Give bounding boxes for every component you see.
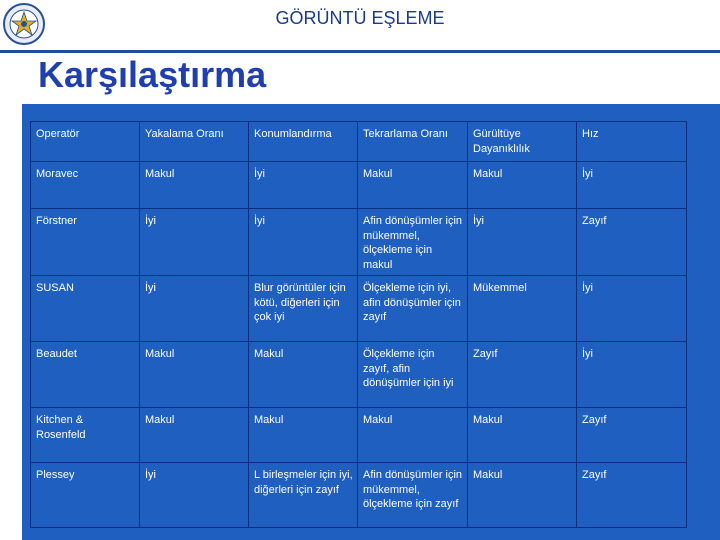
table-header-row xyxy=(31,122,687,162)
header-title: GÖRÜNTÜ EŞLEME xyxy=(275,8,445,28)
table-cell: Makul xyxy=(140,162,249,209)
table-row xyxy=(31,463,687,528)
table-cell: Kitchen & Rosenfeld xyxy=(31,408,140,463)
column-header: Gürültüye Dayanıklılık xyxy=(468,122,577,162)
table-cell: SUSAN xyxy=(31,276,140,342)
table-row xyxy=(31,342,687,408)
column-header: Konumlandırma xyxy=(249,122,358,162)
table-cell: Afin dönüşümler için mükemmel, ölçekleme için makul xyxy=(358,209,468,276)
table-cell: Ölçekleme için iyi, afin dönüşümler için zayıf xyxy=(358,276,468,342)
table-cell: Makul xyxy=(358,162,468,209)
table-cell: İyi xyxy=(140,209,249,276)
table-row xyxy=(31,162,687,209)
column-header: Yakalama Oranı xyxy=(140,122,249,162)
table-cell: İyi xyxy=(577,276,687,342)
column-header: Hız xyxy=(577,122,687,162)
table-cell: İyi xyxy=(468,209,577,276)
table-row xyxy=(31,276,687,342)
table-cell: İyi xyxy=(140,463,249,528)
table-cell: L birleşmeler için iyi, diğerleri için zayıf xyxy=(249,463,358,528)
table-cell: Afin dönüşümler için mükemmel, ölçekleme için zayıf xyxy=(358,463,468,528)
table-cell: Zayıf xyxy=(577,209,687,276)
table-cell: Zayıf xyxy=(577,463,687,528)
table-cell: Makul xyxy=(140,408,249,463)
column-header: Operatör xyxy=(31,122,140,162)
table-cell: Moravec xyxy=(31,162,140,209)
table-row xyxy=(31,209,687,276)
table-cell: İyi xyxy=(577,342,687,408)
table-cell: Makul xyxy=(468,408,577,463)
table-cell: İyi xyxy=(249,209,358,276)
table-cell: Makul xyxy=(249,408,358,463)
table-cell: Förstner xyxy=(31,209,140,276)
table-row xyxy=(31,408,687,463)
table-cell: İyi xyxy=(249,162,358,209)
table-cell: Makul xyxy=(468,162,577,209)
table-cell: Makul xyxy=(140,342,249,408)
table-cell: Mükemmel xyxy=(468,276,577,342)
table-cell: Blur görüntüler için kötü, diğerleri için çok iyi xyxy=(249,276,358,342)
table-cell: İyi xyxy=(577,162,687,209)
table-cell: Zayıf xyxy=(468,342,577,408)
table-cell: Zayıf xyxy=(577,408,687,463)
header-bar xyxy=(0,0,720,52)
table-cell: Ölçekleme için zayıf, afin dönüşümler için iyi xyxy=(358,342,468,408)
table-cell: Plessey xyxy=(31,463,140,528)
table-cell: Makul xyxy=(358,408,468,463)
comparison-table xyxy=(30,121,687,528)
table-cell: İyi xyxy=(140,276,249,342)
header-divider xyxy=(0,50,720,53)
table-cell: Makul xyxy=(468,463,577,528)
column-header: Tekrarlama Oranı xyxy=(358,122,468,162)
table-cell: Beaudet xyxy=(31,342,140,408)
page-title: Karşılaştırma xyxy=(38,54,267,95)
table-cell: Makul xyxy=(249,342,358,408)
